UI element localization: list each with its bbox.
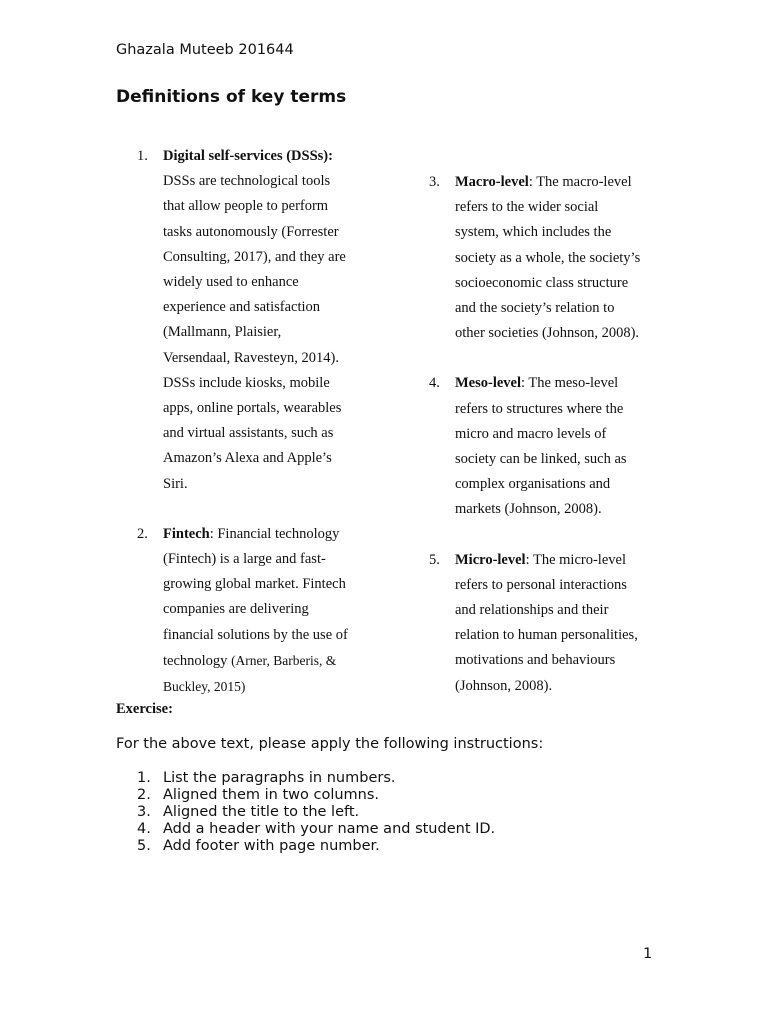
definition-line: : Financial technology <box>209 525 340 542</box>
definition-item-macro <box>429 170 661 346</box>
definition-term: Micro-level <box>455 551 526 568</box>
definition-item-meso <box>429 371 661 522</box>
definition-line: (Mallmann, Plaisier, <box>163 324 282 341</box>
definition-line: companies are delivering <box>163 601 309 618</box>
definition-line: that allow people to perform <box>163 198 329 215</box>
definitions-left-column <box>137 144 362 700</box>
instruction-text: Add a header with your name and student ID. <box>163 821 496 837</box>
list-item <box>137 804 495 821</box>
definition-line: and virtual assistants, such as <box>163 425 334 442</box>
definition-line: refers to the wider social <box>455 199 599 216</box>
definition-line: and relationships and their <box>455 602 609 619</box>
definition-line: DSSs include kiosks, mobile <box>163 374 330 391</box>
definitions-right-column <box>429 170 661 699</box>
list-number: 3. <box>429 174 440 190</box>
definition-line: system, which includes the <box>455 224 612 241</box>
definition-line: socioeconomic class structure <box>455 274 629 291</box>
definition-line: micro and macro levels of <box>455 425 607 442</box>
definition-line: society can be linked, such as <box>455 451 627 468</box>
list-number: 1. <box>137 148 148 164</box>
definition-body <box>163 522 362 700</box>
list-number: 3. <box>137 804 151 820</box>
definition-line: widely used to enhance <box>163 274 299 291</box>
definition-line: DSSs are technological tools <box>163 173 331 190</box>
definition-line: complex organisations and <box>455 476 611 493</box>
citation: Buckley, 2015) <box>163 679 246 695</box>
list-item <box>137 770 495 787</box>
definition-line: refers to structures where the <box>455 400 624 417</box>
definition-line: growing global market. Fintech <box>163 576 346 593</box>
definition-body <box>455 371 661 522</box>
list-number: 1. <box>137 770 151 786</box>
list-number: 4. <box>429 375 440 392</box>
definition-item-micro <box>429 548 661 699</box>
page-header: Ghazala Muteeb 201644 <box>116 42 294 58</box>
definition-line: Consulting, 2017), and they are <box>163 248 346 265</box>
definition-line: : The meso-level <box>521 375 619 392</box>
definition-line: financial solutions by the use of <box>163 626 348 643</box>
definition-line: refers to personal interactions <box>455 576 627 593</box>
definition-body <box>455 548 661 699</box>
definition-line: tasks autonomously (Forrester <box>163 223 339 240</box>
definition-term: Fintech <box>163 525 210 542</box>
definition-line: technology <box>163 652 232 669</box>
definition-body <box>455 170 661 346</box>
instruction-text: Aligned the title to the left. <box>163 804 360 820</box>
instruction-text: List the paragraphs in numbers. <box>163 770 396 786</box>
definition-line: Amazon’s Alexa and Apple’s <box>163 450 332 467</box>
list-number: 5. <box>137 838 151 854</box>
definition-line: apps, online portals, wearables <box>163 400 342 417</box>
definition-line: relation to human personalities, <box>455 627 638 644</box>
definition-line: Versendaal, Ravesteyn, 2014). <box>163 349 339 366</box>
list-item <box>137 821 495 838</box>
definition-line: markets (Johnson, 2008). <box>455 501 602 518</box>
definition-line: : The macro-level <box>528 174 632 190</box>
exercise-intro: For the above text, please apply the following instructions: <box>116 736 544 752</box>
definition-line: : The micro-level <box>525 551 626 568</box>
definition-line: and the society’s relation to <box>455 300 615 317</box>
list-number: 4. <box>137 821 151 837</box>
definition-item-fintech <box>137 522 362 700</box>
list-number: 5. <box>429 551 440 568</box>
definition-term: Meso-level <box>455 375 522 392</box>
definition-term: Macro-level <box>455 174 529 190</box>
definition-line: other societies (Johnson, 2008). <box>455 325 640 342</box>
page-number: 1 <box>643 946 653 962</box>
definition-line: motivations and behaviours <box>455 652 616 669</box>
definition-item-dss <box>137 144 362 497</box>
definition-term: Digital self-services (DSSs): <box>163 148 333 164</box>
list-item <box>137 838 495 855</box>
instruction-text: Aligned them in two columns. <box>163 787 380 803</box>
instruction-text: Add footer with page number. <box>163 838 380 854</box>
exercise-heading: Exercise: <box>116 701 173 717</box>
page-title: Definitions of key terms <box>116 87 347 107</box>
definition-line: Siri. <box>163 475 188 492</box>
list-number: 2. <box>137 525 148 542</box>
list-number: 2. <box>137 787 151 803</box>
definition-line: society as a whole, the society’s <box>455 249 641 266</box>
definition-body <box>163 144 362 497</box>
definition-line: (Fintech) is a large and fast- <box>163 551 326 568</box>
list-item <box>137 787 495 804</box>
definition-line: (Johnson, 2008). <box>455 677 553 694</box>
citation: (Arner, Barberis, & <box>231 652 337 668</box>
definition-line: experience and satisfaction <box>163 299 321 316</box>
instruction-list <box>137 770 495 855</box>
